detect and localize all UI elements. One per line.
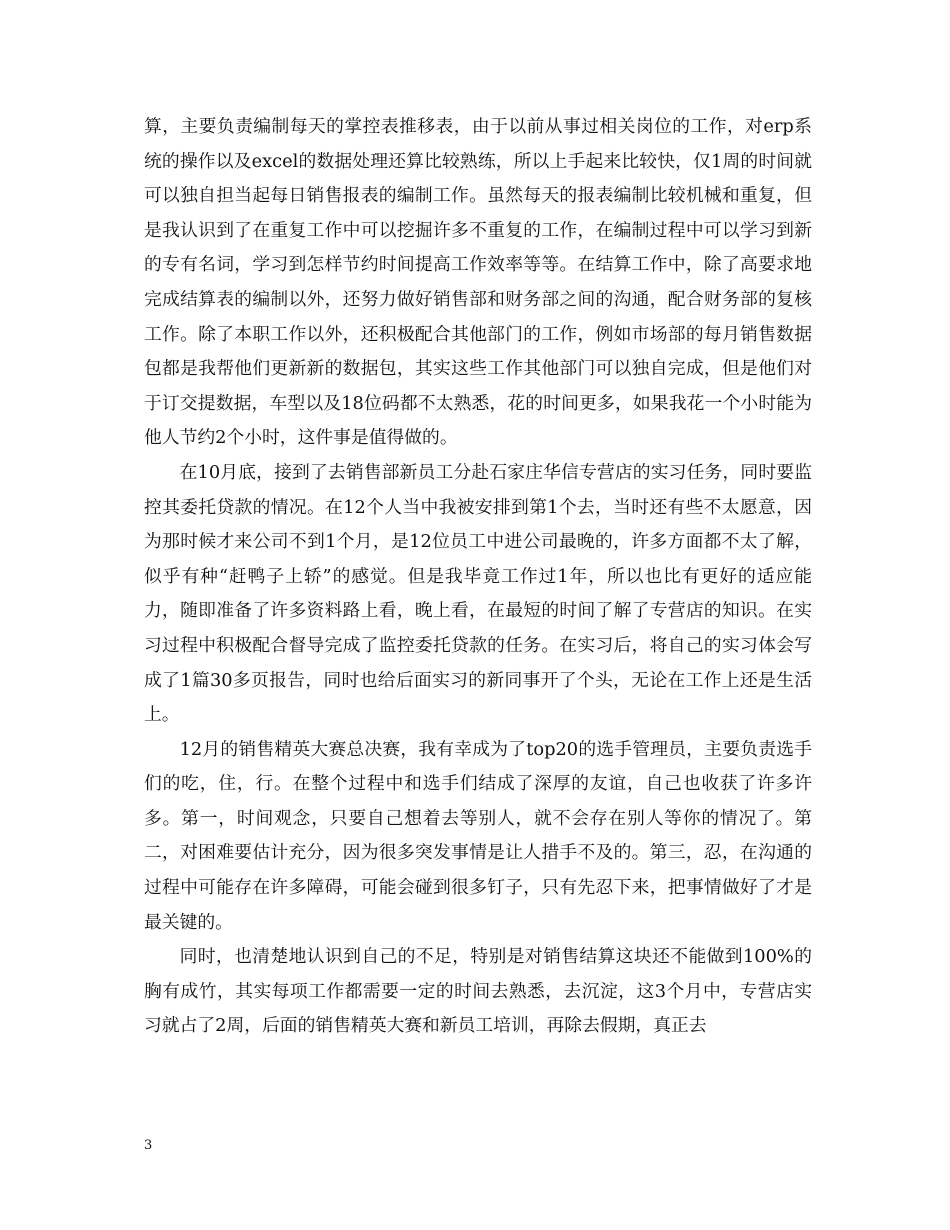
document-body <box>144 110 812 1044</box>
paragraph-continued: 算，主要负责编制每天的掌控表推移表，由于以前从事过相关岗位的工作，对erp系统的操作以及excel的数据处理还算比较熟练，所以上手起来比较快，仅1周的时间就可以独自担当起每日销售报表的编制工作。虽然每天的报表编制比较机械和重复，但是我认识到了在重复工作中可以挖掘许多不重复的工作，在编制过程中可以学习到新的专有名词，学习到怎样节约时间提高工作效率等等。在结算工作中，除了高要求地完成结算表的编制以外，还努力做好销售部和财务部之间的沟通，配合财务部的复核工作。除了本职工作以外，还积极配合其他部门的工作，例如市场部的每月销售数据包都是我帮他们更新新的数据包，其实这些工作其他部门可以独自完成，但是他们对于订交提数据，车型以及18位码都不太熟悉，花的时间更多，如果我花一个小时能为他人节约2个小时，这件事是值得做的。 <box>144 116 812 449</box>
paragraph-sales-contest: 12月的销售精英大赛总决赛，我有幸成为了top20的选手管理员，主要负责选手们的吃，住，行。在整个过程中和选手们结成了深厚的友谊，自己也收获了许多许多。第一，时间观念，只要自己想着去等别人，就不会存在别人等你的情况了。第二，对困难要估计充分，因为很多突发事情是让人措手不及的。第三，忍，在沟通的过程中可能存在许多障碍，可能会碰到很多钉子，只有先忍下来，把事情做好了才是最关键的。 <box>144 738 812 933</box>
page-number: 3 <box>144 1138 153 1153</box>
paragraph-internship: 在10月底，接到了去销售部新员工分赴石家庄华信专营店的实习任务，同时要监控其委托贷款的情况。在12个人当中我被安排到第1个去，当时还有些不太愿意，因为那时候才来公司不到1个月，是12位员工中进公司最晚的，许多方面都不太了解，似乎有种“赶鸭子上轿”的感觉。但是我毕竟工作过1年，所以也比有更好的适应能力，随即准备了许多资料路上看，晚上看，在最短的时间了解了专营店的知识。在实习过程中积极配合督导完成了监控委托贷款的任务。在实习后，将自己的实习体会写成了1篇30多页报告，同时也给后面实习的新同事开了个头，无论在工作上还是生活上。 <box>144 461 812 726</box>
paragraph-shortcomings: 同时，也清楚地认识到自己的不足，特别是对销售结算这块还不能做到100%的胸有成竹，其实每项工作都需要一定的时间去熟悉，去沉淀，这3个月中，专营店实习就占了2周，后面的销售精英大赛和新员工培训，再除去假期，真正去 <box>144 946 812 1037</box>
